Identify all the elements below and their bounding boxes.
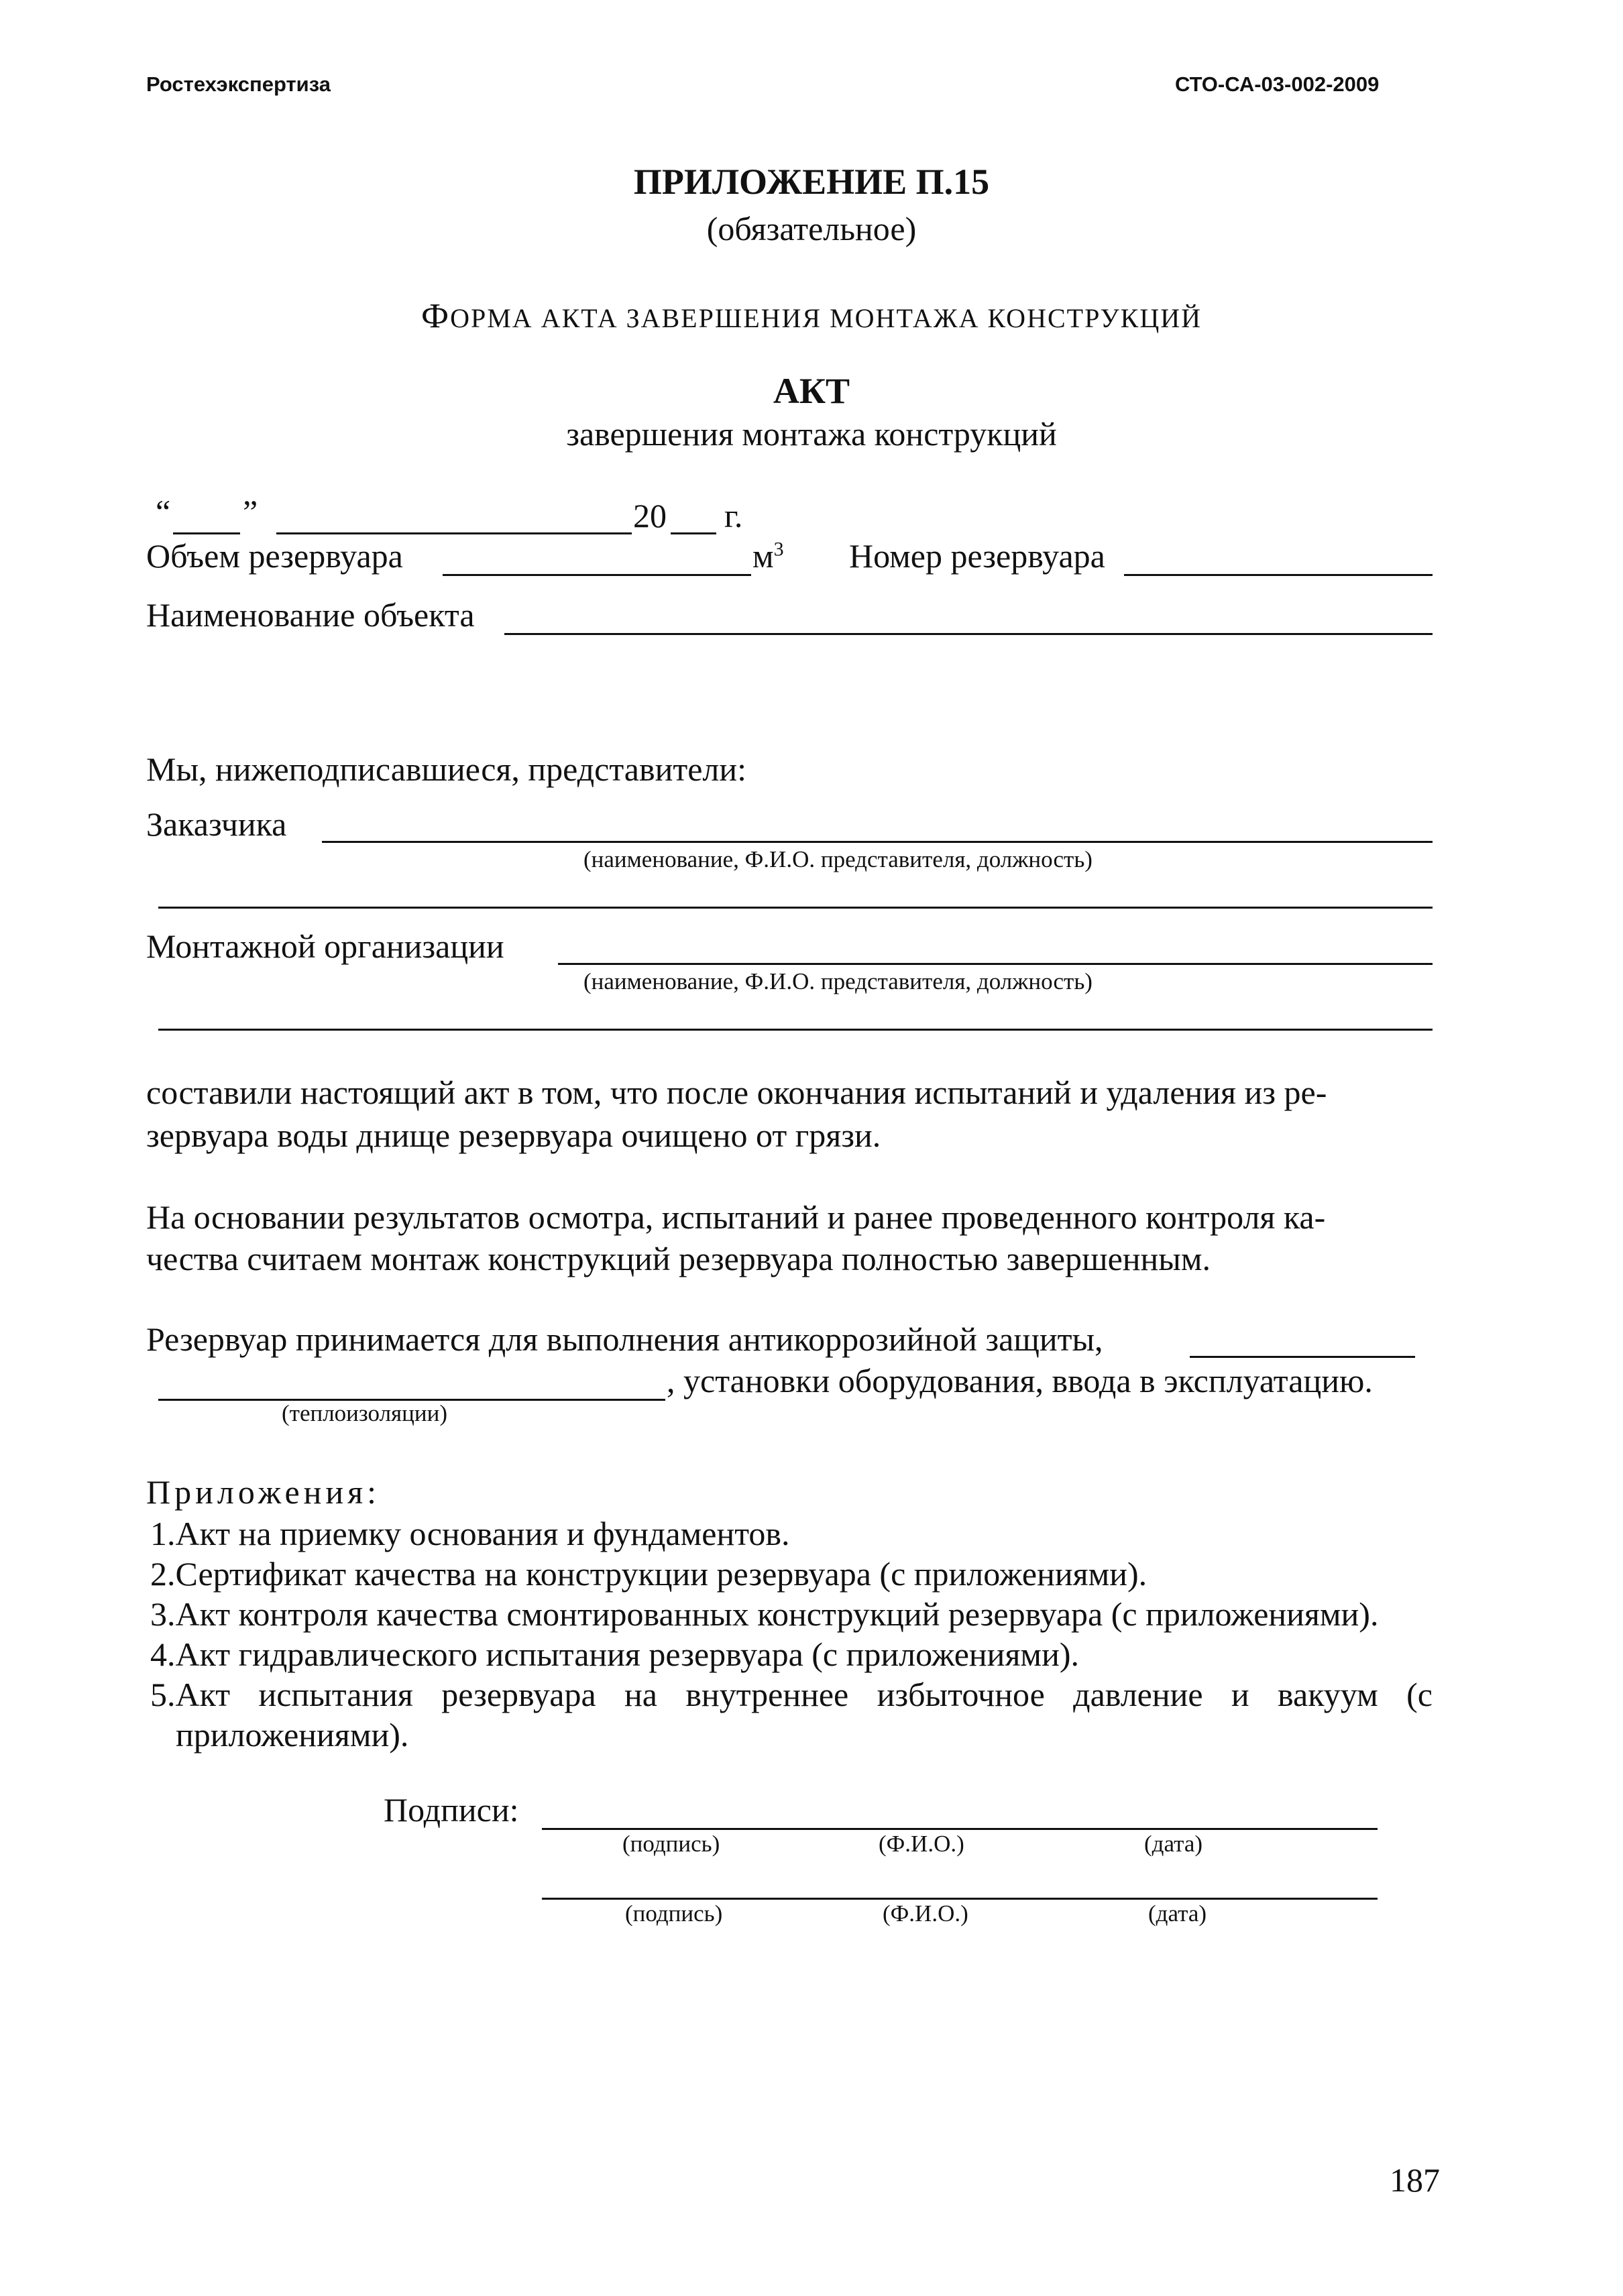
appendix-subtitle: (обязательное) xyxy=(706,210,917,247)
form-title xyxy=(0,296,1623,336)
form-title-cap: Ф xyxy=(421,297,451,335)
volume-unit: $м^3$ xyxy=(752,537,784,575)
customer-field[interactable] xyxy=(322,841,1433,843)
volume-label: Объем резервуара xyxy=(146,537,403,575)
customer-label: Заказчика xyxy=(146,805,287,843)
date-month-blank[interactable] xyxy=(276,532,632,534)
attachment-item-5-line-1: 5.Акт испытания резервуара на внутреннее избыточное давление и вакуум (с xyxy=(150,1676,1433,1713)
attachment-item-2: 2.Сертификат качества на конструкции резервуара (с приложениями). xyxy=(150,1555,1148,1593)
attachment-item-1: 1.Акт на приемку основания и фундаментов. xyxy=(150,1515,790,1552)
date-year-blank[interactable] xyxy=(671,532,716,534)
header-organization: Ростехэкспертиза xyxy=(146,72,331,96)
act-title: АКТ xyxy=(773,371,850,411)
signature-line-2[interactable] xyxy=(542,1898,1378,1900)
signature-line-1[interactable] xyxy=(542,1828,1378,1830)
date-open-quote: “ xyxy=(156,493,171,530)
insulation-caption: (теплоизоляции) xyxy=(282,1400,447,1426)
form-title-rest: ОРМА АКТА ЗАВЕРШЕНИЯ МОНТАЖА КОНСТРУКЦИЙ xyxy=(450,303,1202,333)
signature-1-caption-date: (дата) xyxy=(1144,1831,1203,1857)
signature-2-caption-name: (Ф.И.О.) xyxy=(883,1900,968,1927)
header-standard-code: СТО-СА-03-002-2009 xyxy=(1175,72,1380,96)
paragraph-2-line-1: На основании результатов осмотра, испытаний и ранее проведенного контроля ка- xyxy=(146,1198,1326,1236)
tank-number-field[interactable] xyxy=(1124,574,1433,576)
customer-caption: (наименование, Ф.И.О. представителя, должность) xyxy=(583,846,1093,872)
object-name-label: Наименование объекта xyxy=(146,596,475,634)
attachment-item-5-line-2: приложениями). xyxy=(176,1716,409,1754)
customer-field-line-2[interactable] xyxy=(158,907,1433,909)
date-close-quote: ” xyxy=(243,493,258,530)
paragraph-1-line-1: составили настоящий акт в том, что после окончания испытаний и удаления из ре- xyxy=(146,1074,1327,1111)
contractor-caption: (наименование, Ф.И.О. представителя, должность) xyxy=(583,968,1093,994)
signature-1-caption-sign: (подпись) xyxy=(622,1831,720,1857)
page-number: 187 xyxy=(1390,2161,1440,2199)
signatures-label: Подписи: xyxy=(384,1791,519,1829)
contractor-field-line-2[interactable] xyxy=(158,1029,1433,1031)
paragraph-3-line-2: , установки оборудования, ввода в эксплуатацию. xyxy=(667,1362,1373,1399)
signature-2-caption-sign: (подпись) xyxy=(625,1900,723,1927)
volume-field[interactable] xyxy=(443,574,751,576)
attachments-heading: Приложения: xyxy=(146,1473,381,1511)
representatives-intro: Мы, нижеподписавшиеся, представители: xyxy=(146,750,746,788)
paragraph-3-line-1: Резервуар принимается для выполнения антикоррозийной защиты, xyxy=(146,1320,1103,1358)
act-subtitle: завершения монтажа конструкций xyxy=(566,415,1057,453)
signature-2-caption-date: (дата) xyxy=(1148,1900,1207,1927)
appendix-title: ПРИЛОЖЕНИЕ П.15 xyxy=(633,162,990,202)
object-name-field[interactable] xyxy=(504,633,1433,635)
date-year-suffix: г. xyxy=(724,497,743,534)
paragraph-2-line-2: чества считаем монтаж конструкций резервуара полностью завершенным. xyxy=(146,1240,1211,1277)
anticorrosion-field[interactable] xyxy=(1190,1356,1415,1358)
attachment-item-4: 4.Акт гидравлического испытания резервуара (с приложениями). xyxy=(150,1635,1079,1673)
attachment-item-3: 3.Акт контроля качества смонтированных конструкций резервуара (с приложениями). xyxy=(150,1595,1379,1633)
date-year-prefix: 20 xyxy=(633,497,667,534)
signature-1-caption-name: (Ф.И.О.) xyxy=(879,1831,964,1857)
tank-number-label: Номер резервуара xyxy=(849,537,1105,575)
contractor-label: Монтажной организации xyxy=(146,927,504,965)
date-day-blank[interactable] xyxy=(173,532,240,534)
contractor-field[interactable] xyxy=(558,963,1433,965)
paragraph-1-line-2: зервуара воды днище резервуара очищено от грязи. xyxy=(146,1116,881,1154)
